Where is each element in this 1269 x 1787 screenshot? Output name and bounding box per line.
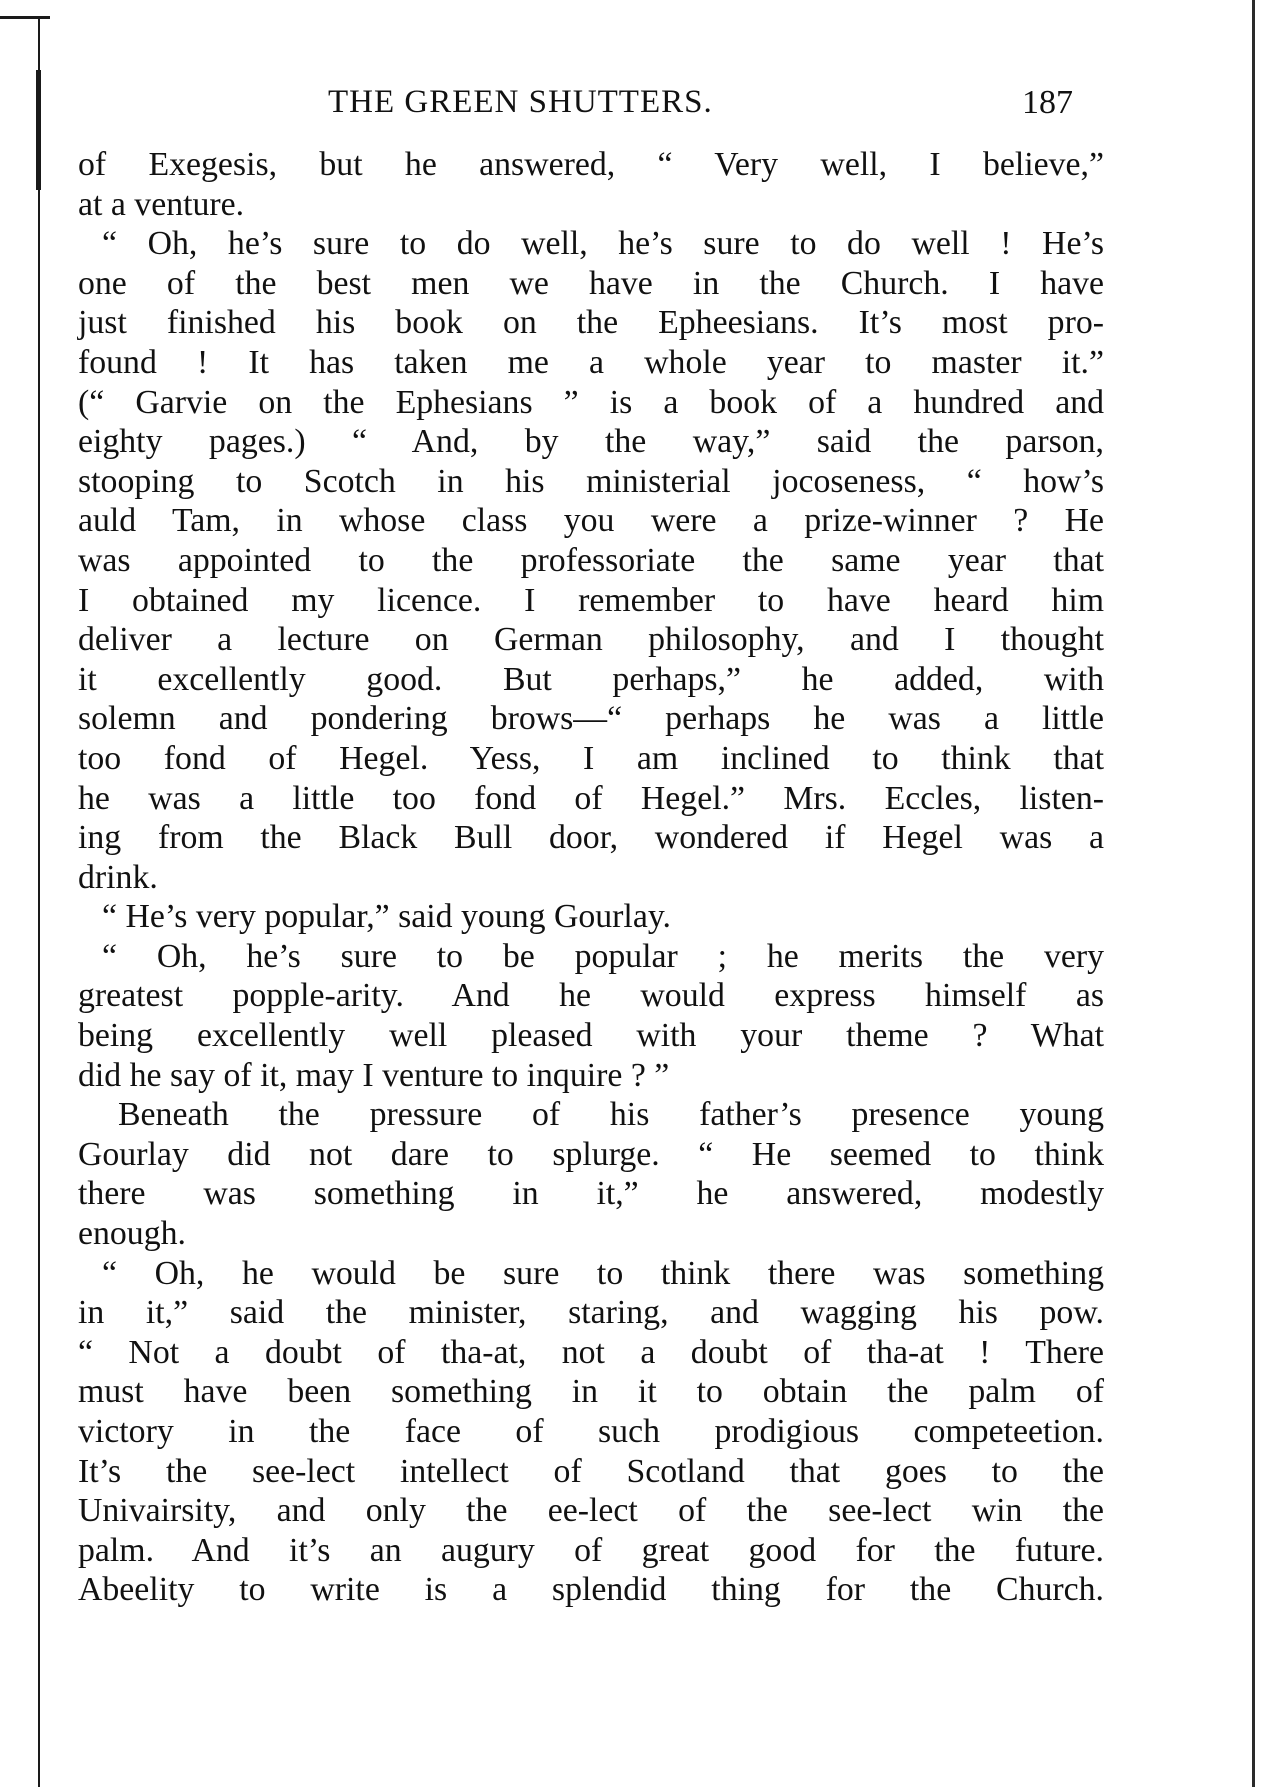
- text-line: Abeelity to write is a splendid thing for the Church.: [78, 1571, 1104, 1609]
- text-line: drink.: [78, 858, 158, 896]
- text-line: It’s the see-lect intellect of Scotland that goes to the: [78, 1452, 1104, 1490]
- text-line: at a venture.: [78, 185, 245, 223]
- text-line: just finished his book on the Epheesians. It’s most pro-: [78, 304, 1104, 342]
- text-line: being excellently well pleased with your theme ? What: [78, 1017, 1104, 1055]
- text-line: stooping to Scotch in his ministerial jocoseness, “ how’s: [78, 462, 1104, 500]
- text-line: solemn and pondering brows—“ perhaps he was a little: [78, 700, 1104, 738]
- text-line: “ Oh, he’s sure to do well, he’s sure to do well ! He’s: [102, 225, 1104, 263]
- text-line: “ He’s very popular,” said young Gourlay.: [102, 898, 671, 936]
- text-line: Gourlay did not dare to splurge. “ He seemed to think: [78, 1135, 1104, 1173]
- text-line: it excellently good. But perhaps,” he added, with: [78, 660, 1104, 698]
- running-head: [0, 84, 1269, 124]
- text-line: found ! It has taken me a whole year to master it.”: [78, 343, 1104, 381]
- text-line: did he say of it, may I venture to inquire ? ”: [78, 1056, 670, 1094]
- text-line: deliver a lecture on German philosophy, and I thought: [78, 621, 1104, 659]
- binding-tick: [0, 16, 50, 19]
- text-line: too fond of Hegel. Yess, I am inclined to think that: [78, 739, 1104, 777]
- text-line: I obtained my licence. I remember to have heard him: [78, 581, 1104, 619]
- text-line: greatest popple-arity. And he would express himself as: [78, 977, 1104, 1015]
- running-title: THE GREEN SHUTTERS.: [328, 84, 713, 120]
- text-line: auld Tam, in whose class you were a prize-winner ? He: [78, 502, 1104, 540]
- text-line: ing from the Black Bull door, wondered if Hegel was a: [78, 819, 1104, 857]
- text-line: palm. And it’s an augury of great good for the future.: [78, 1531, 1104, 1569]
- text-line: “ Not a doubt of tha-at, not a doubt of tha-at ! There: [78, 1333, 1104, 1371]
- text-line: “ Oh, he would be sure to think there was something: [102, 1254, 1104, 1292]
- binding-edge-rule: [38, 16, 40, 1787]
- body-text: [78, 145, 1104, 1610]
- text-line: eighty pages.) “ And, by the way,” said the parson,: [78, 423, 1104, 461]
- text-line: of Exegesis, but he answered, “ Very well, I believe,”: [78, 146, 1104, 183]
- page-edge-rule: [1252, 0, 1255, 1787]
- text-line: (“ Garvie on the Ephesians ” is a book of a hundred and: [78, 383, 1104, 421]
- text-line: “ Oh, he’s sure to be popular ; he merits the very: [102, 937, 1104, 975]
- text-line: enough.: [78, 1215, 186, 1253]
- text-line: Univairsity, and only the ee-lect of the see-lect win the: [78, 1492, 1104, 1530]
- text-line: Beneath the pressure of his father’s presence young: [118, 1096, 1104, 1134]
- text-line: there was something in it,” he answered, modestly: [78, 1175, 1104, 1213]
- text-line: was appointed to the professoriate the same year that: [78, 541, 1104, 579]
- text-line: one of the best men we have in the Church. I have: [78, 264, 1104, 302]
- text-line: he was a little too fond of Hegel.” Mrs. Eccles, listen-: [78, 779, 1104, 817]
- page-number: 187: [1022, 84, 1073, 121]
- text-line: in it,” said the minister, staring, and wagging his pow.: [78, 1294, 1104, 1332]
- text-line: must have been something in it to obtain the palm of: [78, 1373, 1104, 1411]
- text-line: victory in the face of such prodigious competeetion.: [78, 1413, 1104, 1450]
